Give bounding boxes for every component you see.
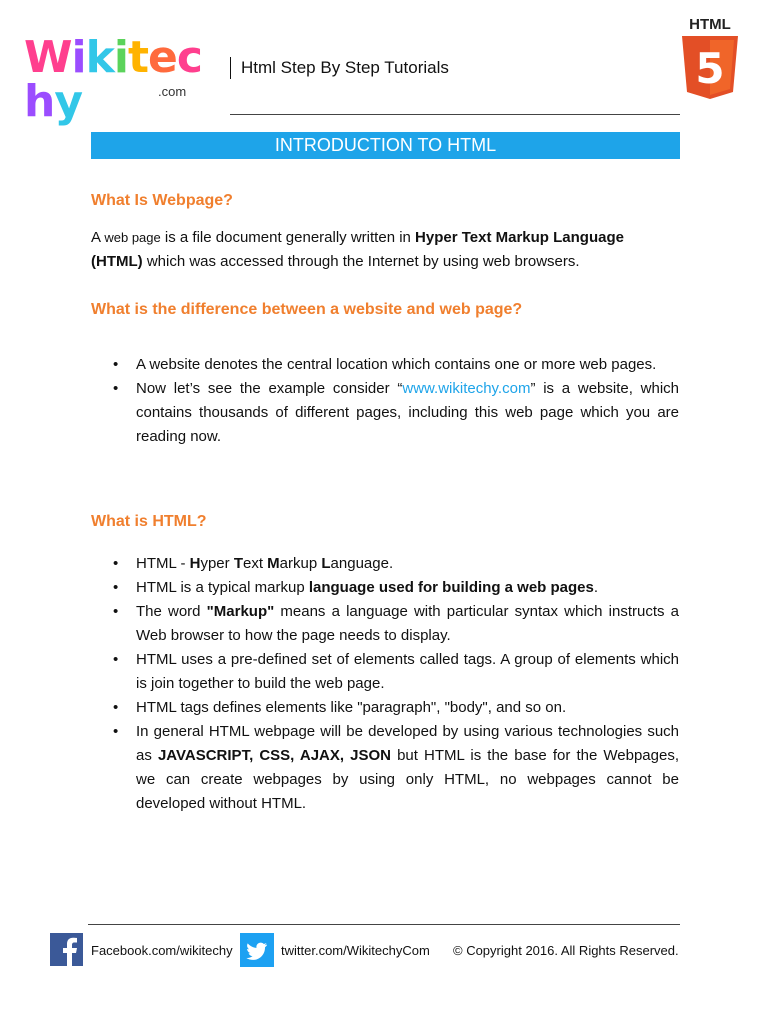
text: ” is a website, which contains thousands of different pages, including this web page which you are reading now.: [136, 380, 680, 445]
bold-text: JAVASCRIPT, CSS, AJAX, JSON: [157, 747, 391, 764]
wikitechy-link[interactable]: www.wikitechy.com: [402, 380, 531, 397]
twitter-link[interactable]: twitter.com/WikitechyCom: [281, 943, 430, 958]
section-heading-difference: What is the difference between a website and web page?: [91, 301, 523, 318]
bold-text: language used for building a web pages: [308, 579, 594, 596]
html-facts-list: [91, 552, 679, 816]
text: HTML is a typical markup: [136, 579, 309, 596]
logo-letter: k: [85, 32, 114, 83]
bold-text: H: [189, 555, 201, 572]
bold-text: T: [233, 555, 243, 572]
list-item: [91, 552, 679, 576]
logo-letter: h: [24, 76, 55, 127]
tagline-divider: [230, 57, 231, 79]
list-item: [91, 720, 679, 816]
text: web page: [104, 230, 161, 245]
html5-shield-icon: [680, 14, 740, 100]
page-title-banner: INTRODUCTION TO HTML: [91, 132, 680, 159]
wikitechy-logo: [24, 32, 214, 127]
html5-badge: [680, 14, 740, 100]
text: arkup: [279, 555, 322, 572]
logo-letter: e: [148, 32, 177, 83]
section-heading-webpage: What Is Webpage?: [91, 192, 233, 209]
text: .: [593, 579, 599, 596]
facebook-icon[interactable]: [50, 933, 83, 966]
text: HTML -: [136, 555, 190, 572]
bold-text: M: [267, 555, 280, 572]
text: In general HTML webpage will be developed by using various technologies such as: [136, 723, 679, 764]
logo-letter: i: [113, 32, 128, 83]
text: A website denotes the central location which contains one or more web pages.: [136, 356, 657, 373]
text: Now let’s see the example consider “: [136, 380, 403, 397]
logo-letter: y: [54, 76, 83, 127]
badge-label: HTML: [689, 16, 731, 33]
list-item: [91, 648, 679, 696]
header-divider: [230, 114, 680, 115]
logo-letter: W: [24, 32, 72, 83]
difference-list: [91, 353, 679, 449]
logo-wordmark: [24, 32, 214, 127]
logo-suffix: .com: [158, 84, 187, 99]
twitter-icon[interactable]: [240, 933, 274, 967]
text: but HTML is the base for the Webpages, we can create webpages by using only HTML, no webpages cannot be developed without HTML.: [136, 747, 679, 812]
list-item: [91, 377, 679, 449]
text: The word: [136, 603, 207, 620]
bold-text: Hyper Text Markup Language (HTML): [91, 229, 624, 270]
facebook-link[interactable]: Facebook.com/wikitechy: [91, 943, 233, 958]
text: which was accessed through the Internet by using web browsers.: [142, 253, 580, 270]
list-item: [91, 696, 679, 720]
bold-text: L: [321, 555, 331, 572]
text: ext: [242, 555, 268, 572]
logo-letter: t: [128, 32, 149, 83]
text: yper: [200, 555, 234, 572]
text: is a file document generally written in: [160, 229, 416, 246]
text: anguage.: [330, 555, 394, 572]
text: HTML uses a pre-defined set of elements called tags. A group of elements which is join together to build the web page.: [136, 651, 679, 692]
section-heading-what-is-html: What is HTML?: [91, 513, 207, 530]
badge-number: 5: [695, 44, 725, 93]
webpage-definition-paragraph: [91, 226, 679, 274]
list-item: [91, 353, 679, 377]
tagline: Html Step By Step Tutorials: [241, 58, 449, 77]
list-item: [91, 600, 679, 648]
text: A: [91, 229, 105, 246]
list-item: [91, 576, 679, 600]
logo-letter: i: [71, 32, 86, 83]
logo-letter: c: [176, 32, 202, 83]
footer-divider: [88, 924, 680, 925]
text: means a language with particular syntax which instructs a Web browser to how the page needs to display.: [136, 603, 679, 644]
bold-text: "Markup": [206, 603, 275, 620]
copyright-text: © Copyright 2016. All Rights Reserved.: [453, 943, 679, 958]
text: HTML tags defines elements like "paragraph", "body", and so on.: [136, 699, 567, 716]
